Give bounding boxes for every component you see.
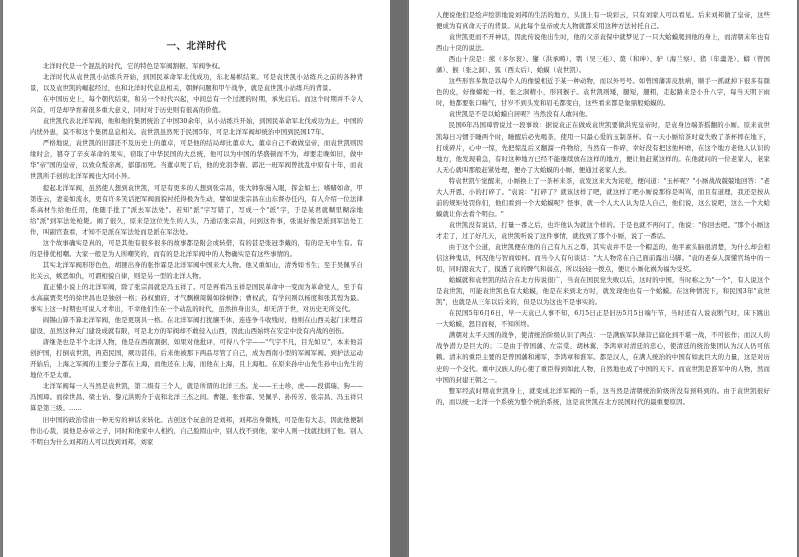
right-page: [409, 0, 797, 557]
paragraph: 袁世凯是不是以蛤蟆自居呢？当然没有人敢问他。: [448, 110, 592, 119]
paragraph: 蛤蟆就和袁世凯的结合在北方传说很广，当袁在国民党失败以后，这时的中国，当时称之为"一个"，有人说这个是袁世凯，可能袁世凯也有大蛤蟆，他是在来到北方时，就发现他也有一个蛤蟆。在这种情况下，和民国3年"袁世凯"，也就是从三年以后来的，但是以为这也不是事实的。: [436, 276, 770, 307]
paragraph: 北洋时代从袁世凯小站练兵开始，到国民革命军北伐成功，东北易帜结束。可是袁世凯小站练兵之前的各种背景，以及袁世凯的崛起经过，也和北洋时代息息相关，朝鲜问题和甲午战争，就是袁世凯小站练兵的背景。: [30, 73, 363, 93]
paragraph: 袁世凯代表北洋军阀，他和他的集团统治了中国30余年，从小站练兵开始，到国民革命军北伐成功为止，中国的内忧外患，莫不和这个集团息息相关。袁世凯虽然死于民国5年，可是北洋军阀却统治中国到民国17年。: [30, 117, 363, 137]
paragraph: 整军经武时期袁世凯身上，就变成北洋军阀的一系，这当然是清朝统治阶级所没有预料到的。由于袁世凯很好的，而以统一北洋一个系统为整个统治系统，这是袁世凯在北方民国时代的最重要原因。: [436, 386, 770, 406]
page-gutter: [391, 0, 407, 557]
paragraph: 西山十戾是：熊（多尔衮）、獾（洪承畴）、鹗（吴三桂）、獒（和珅）、驴（海兰察）、猪（年羹尧）、蟒（曾国藩）、猴（张之洞）、狐（西太后）、蛤蟆（袁世凯）。: [436, 55, 770, 75]
paragraph: 由于这个公道，袁世凯便在他的自己有九五之尊，其实袁并不是一个帽盖的，他平素头脑很清楚，为什么却会相信这种鬼话，何况他与智商如何。而当今人有句谈话："大人物常在自己面前露出马脚。"袁的老泰人深懂官场中的一切，同时跟袁大了，摸透了袁的脾气和弱点，所以轻轻一拨点，便让小厮化祸为福为受奖。: [436, 242, 770, 274]
paragraph: 北洋时代是一个混乱的时代，它的特色是军阀割据、军阀争权。: [42, 62, 225, 70]
paragraph: 袁世凯没有说话，打量一番之后，也许他认为就这个样的。于是也就不再问了，他说："你回去吧。"那个小厮这才走了，过了好几天，袁世凯听说了这件事情，就找到了那个小厮，说了一番话。: [436, 220, 770, 240]
paragraph: 这些形容多数是以每个人的像貌相近于某一种动物，而以外号号。如曾国藩害皮肤病，顺手一抓就掉下很多有颜色的皮，好像蟒蛇一样，张之洞精小，形同猴子。袁世凯则矮，腿短，腿粗，走起路来是小升八字，每当天明下雨时，他都要张口喘气，甘岁不到头发和眉毛都变白，这些看来都是象鼎般蛤蟆的。: [436, 77, 770, 108]
paragraph: 阎锡山算不算北洋军阀，他是更别具一格。在北洋军阀打扰攘不休，连连争斗收残时，他则在山西关起门来埋首建设，虽然这种关门建设成就有限，可是北方的军阀却不敢侵入山西，因此山西始终在安定中没有内战的创伤。: [30, 316, 363, 336]
paragraph: 满朝对太平天国的战争，使清统治阶级认识了两点：一是满族军队绿营已腐化到不堪一战，不可依作；而汉人的战争潜力是巨大的；二是由于曾国藩、左宗棠、胡林翼、李鸿章对清廷的忠心，使清廷的统治集团认为汉人仍可依赖。清末的重臣主要的是曾国藩和湘军，李鸿章和淮军。都是汉人，在满人统治的中国有如此巨大的力量，这是对历史的一个交代。重中汉族人的心使了重臣得到如此人物，自然地也成了中国的天下。而袁世凯是淮军中的人物，然而中国的封建王朝之一。: [436, 331, 770, 384]
paragraph: 提起北洋军阀，虽然使人想到袁世凯，可是有更多的人想到张宗昌，张大帅弥漫入眼，挥金如土；嗜赌如命，甲第连云，妻妾如流水，更有许多笑话把军阀面貌衬托得极为生动，譬如说张宗昌在山东督办任内，有人介绍一位法律系高材生给他任用，他随手批了"派去军法处"。若知"派"字写错了，写成一个"派"字，于是某君就糊里糊涂地给"派"到军法处枪毙。闹了很久，原来是这位先生的人头，乃通话张宗昌，问到这件事，张说好像是派到军法处工作，叫副官查看，才知不是派在军法处而是派在军法处。: [30, 183, 363, 236]
paragraph: 严格地说，袁世凯的旧部还不及历史上的董卓，可是他的结局却比董卓大。董卓自己不敢做皇帝，而袁世凯则因缘时会，篡夺了辛亥革命的果实，窃取了中华民国的大总统，他可以为中国的华盛顿而不为，却要走晚如旧，做中华"帝"国的皇帝，以致众叛亲离，郁郁而死。当董卓死了后，他的党羽李傕、郭汜一班军阀曾扰乱中原有十年，而袁世凯所手创的北洋军阀也大同小异。: [30, 139, 363, 181]
paragraph: 民国6年冯国璋曾说过一段事故：据说袁正在做成袁世凯要做洪宪皇帝时，是袁身边端茶摇翻的小厮。原来袁世凯每日习惯于睡两个时，睡醒后必先喝茶，使用一只最心爱的玉制茶杯。有一天小厮给茶时竟失败了茶杯摔在地下，打成碎片，心中一惊，先把惊乱后又翻溜一件物给，当然有一件碎，幸好没有把这他杯磨，在这个地方老他人认识的地方，他发现着急，有时这种地方已经不能继续放在这样的地方，便让他赶紧这样的。在他就问的一位老家人，老家人无心就叫那般赶紧处理，便办了大蛤蟆的小厮，便通过老家人去。: [436, 121, 770, 174]
paragraph: 人便说他们是绘声绘影地说刘邦的生活的地方，头顶上有一块彩云，只有刘家人可以看见。后来刘邦做了皇帝，这些便成为有真命天子的背景。从此每个皇帝或大人物就都采用这种方法衬托自己。: [436, 11, 770, 31]
paragraph: 其实北洋军阀形形色色，胡匪出身的张作霖是北洋军阀中国来大人物。他又重如山，清秀如书生；至于吴佩孚自比关云，嫉恶如仇，可谓相貌自律，则是另一型的北洋人物。: [30, 260, 363, 280]
paragraph: 北洋军阀每一人当然是袁世凯，第二级有三个人，就是所谓的北洋三杰。龙——王士珍、虎——段祺瑞、狗——冯国璋。而徐世昌、梁士诒、黎元洪则介于袁和北洋三杰之间。曹锟、张作霖、吴佩孚、孙传芳、张宗昌、冯玉祥只算是第三级。……: [30, 382, 363, 413]
paragraph: 在民国5年6月6日，早一天袁已人事不知，6月5日正是旧历5月5日端午节，当时还有人说袁断气时，床下跳出一大蛤蟆，怒目而视，不知所终。: [436, 309, 770, 329]
chapter-title: 一、北洋时代: [166, 41, 227, 52]
left-page-content: [30, 38, 363, 557]
paragraph: 唐继尧也是半个北洋人物，他是在西南割据，如果对他批评，可得八个字——"气宇不凡，目光如豆"，本来他首创护国，打倒袁世凯，再造民国，厥功甚伟，后来他被那下两品尽管了自己，成为西南小型的军阀军阀。到护法运动开始后，上海之军阀的主要分子都在上海，而他还在上海，而他在上海，且上海租。在原来孙中山先生孙中山先生的地位不是太重。: [30, 338, 363, 380]
paragraph: 直正懂小说上的北洋军阀，除了张宗昌就是冯玉祥了。可是再看冯玉祥是国民革命中一变而为革命党人，至于有永高赢贾奖号的徐世昌也是独创一格；孙权旗府，才气飘横周翼如徐树铮；曹权武，有学问则以杨度和张其锽为最。事实上这一时期也可说人才辈出，不幸他们生在一个动乱的时代，虽然拚身出头，却无济于世，对历史无所交代。: [30, 282, 363, 314]
right-page-content: [436, 10, 770, 557]
paragraph: 旧中国的政治常由一种无穷的神话来转化。古创这个玩意的是刘邦，刘邦出身微贱，可是他有大志，因此他便制作出心裁，说他是赤帝之子，同时和他家中人相约，自己脸圆山中，别人找不到他，家中人则一找就找到了他。别人不明白为什么刘邦的人可以找到刘邦，刘家: [30, 415, 363, 446]
paragraph: 袁世凯更而不开神话，因此传说他出生时，他的父亲袁保中就梦见了一只大蛤蟆爬到他的身上，而清朝末年也有西山十戾的说法。: [436, 33, 770, 53]
paragraph: 特袁世凯午觉醒来，小厮换上了一茶杯来茶，袁发这来大为诧嗟，便问道："玉杯呢？"小厮战战兢兢地回答："老大人开恩，小的打碎了。"袁说："打碎了？就该这样了吧，就这样了吧小厮说那你是叫骂，而且有道理，我还是按从前的规矩处罚你们，他们看到一个大蛤蟆呢？怪事，就一个人大人认为是人自己，他们说，这么说吧，这么一个大蛤蟆就让你去看个明白。": [436, 176, 770, 218]
paragraph: 在中国历史上，每个朝代结束，和另一个时代兴起，中间总有一个过渡的时期，承先启后。而这个时期并不令人兴奋，可是却孕育着很多重大意义，同时对于历史则有很高的价值。: [30, 95, 363, 115]
left-page: [3, 0, 390, 557]
paragraph: 这个故事确实是真的，可是其他有很多很多的故事都是附会或转借，有的甚是张冠李戴的，有的是无中生有。有的是俳优相嘲。大家一般是为人所嘲笑的，而有的是北洋军阀中的人物确实是有这些事情的。: [30, 238, 363, 258]
